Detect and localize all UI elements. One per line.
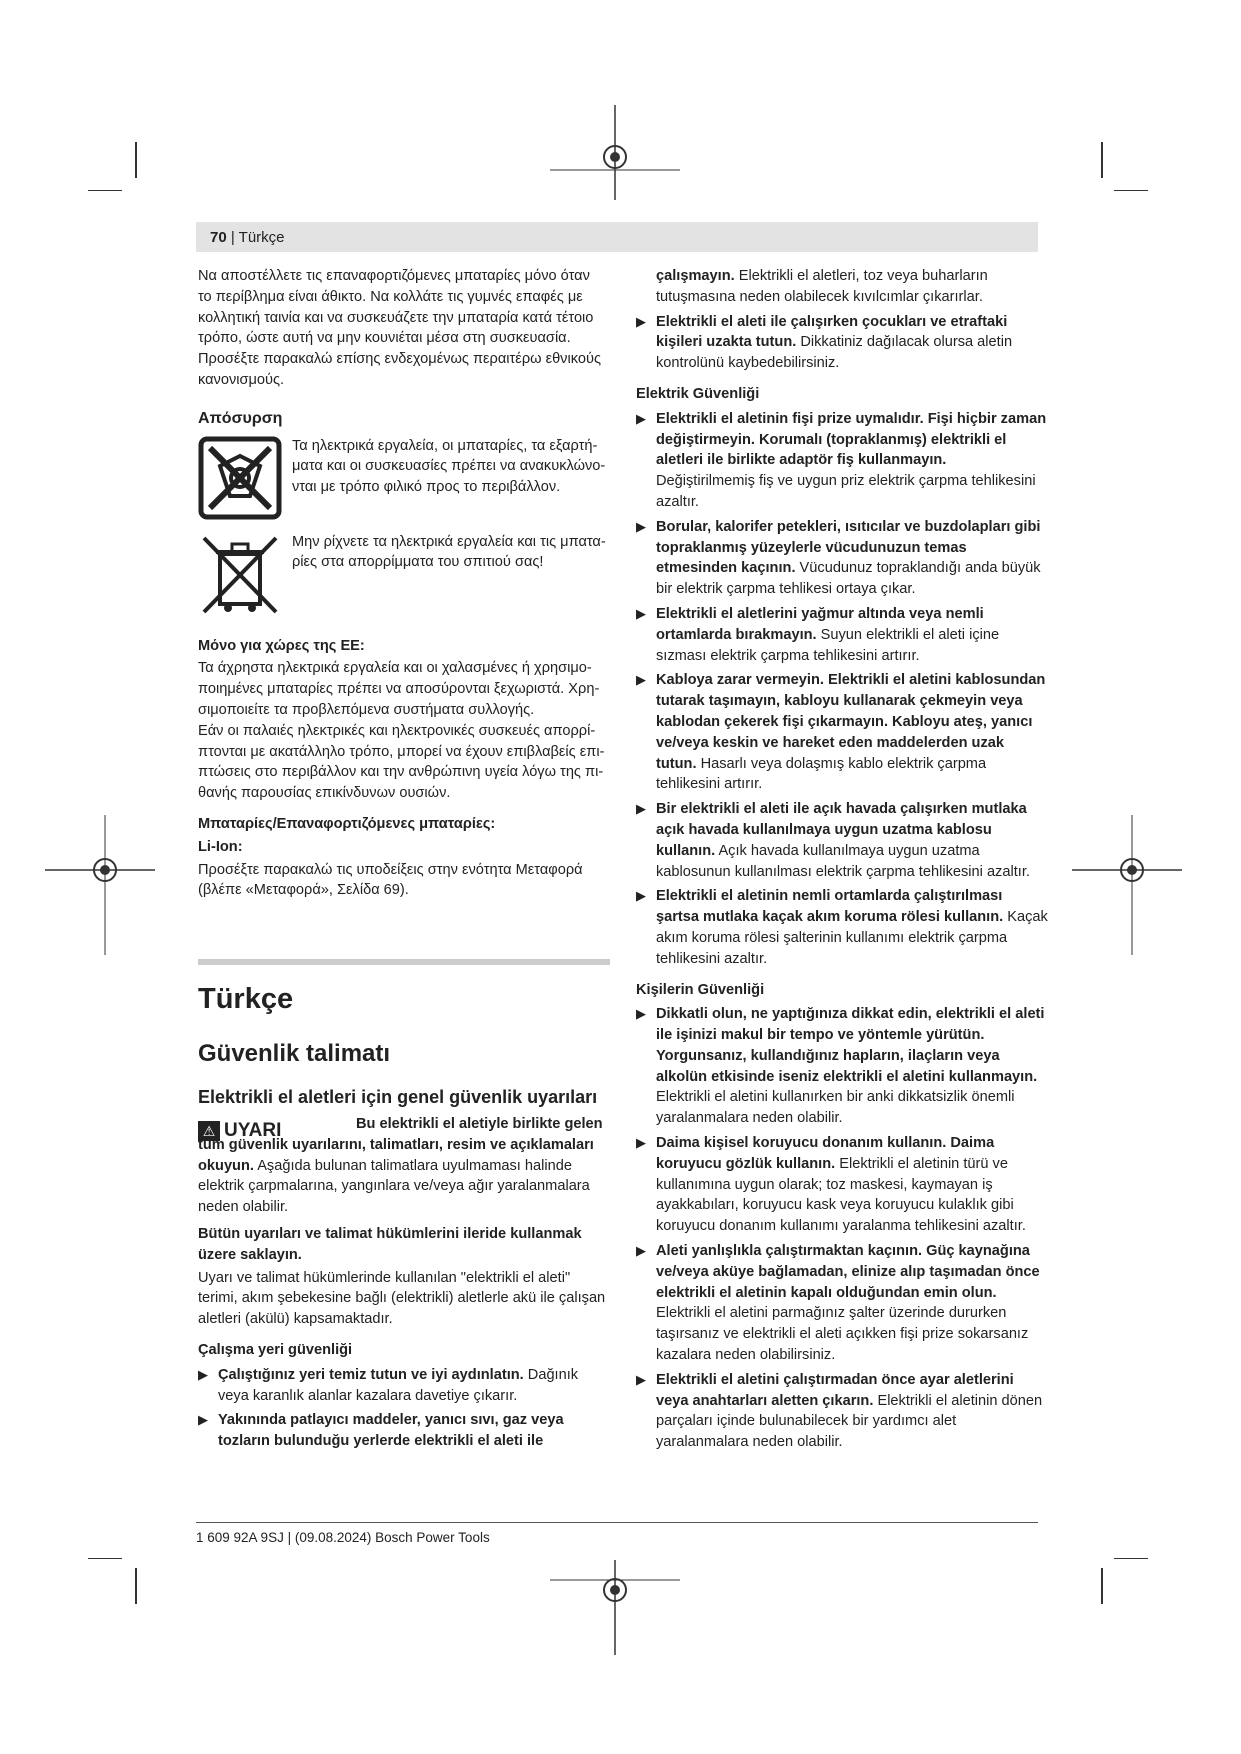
list-item: [636, 1004, 1048, 1129]
section-title: Türkçe: [198, 983, 294, 1016]
disposal-row: [198, 532, 610, 616]
list-item-bold: Daima kişisel koruyucu donanım kullanın. Daima koruyucu gözlük kullanın.: [656, 1135, 995, 1172]
term-text: Uyarı ve talimat hükümlerinde kullanılan "elektrikli el aleti" terimi, akım şebekesine bağlı (elektrikli) aletlerle akü ile çalışan aletleri (akülü) kapsamaktadır.: [198, 1269, 606, 1328]
safety-title: Güvenlik talimatı: [198, 1040, 391, 1068]
list-item-bold: Dikkatli olun, ne yaptığınıza dikkat edin, elektrikli el aleti ile işinizi makul bir tempo ve yöntemle yürütün. Yorgunsanız, kullandığınız hapların, ilaçların veya alkolün etkisinde iseniz elektrikli el aletini kullanmayın.: [656, 1006, 1045, 1085]
list-item-text: Elektrikli el aletinin türü ve kullanımına uygun olarak; toz maskesi, kaymayan iş ayakkabıları, koruyucu kask veya koruyucu kulaklık gibi koruyucu donanım kullanımı yaralanma tehlikesini azaltır.: [656, 1155, 1026, 1235]
triangle-right-icon: ▶: [198, 1366, 208, 1382]
list-item: [198, 1410, 610, 1452]
list-item-text: Açık havada kullanılmaya uygun uzatma kablosunun kullanılması elektrik çarpma tehlikesini azaltır.: [656, 842, 1030, 880]
triangle-right-icon: ▶: [636, 1006, 646, 1022]
intro-line: το περίβλημα είναι άθικτο. Να κολλάτε τις γυμνές επαφές με: [198, 288, 583, 305]
intro-line: τρόπο, ώστε αυτή να μην κουνιέται μέσα στη συσκευασία.: [198, 330, 571, 347]
triangle-right-icon: ▶: [636, 1243, 646, 1259]
eu-heading: Μόνο για χώρες της ΕΕ:: [198, 637, 365, 654]
intro-line: Να αποστέλλετε τις επαναφορτιζόμενες μπαταρίες μόνο όταν: [198, 268, 590, 284]
crop-mark: [1114, 1558, 1148, 1559]
crop-mark: [135, 1568, 137, 1604]
list-item-text: Elektrikli el aletinin dönen parçaları içinde bulunabilecek bir yardımcı alet yaralanmalara neden olabilir.: [656, 1392, 1043, 1451]
list-item-text: Değiştirilmemiş fiş ve uygun priz elektrik çarpma tehlikesini azaltır.: [656, 473, 1036, 510]
list-item-bold: Kabloya zarar vermeyin. Elektrikli el aletini kablosundan tutarak taşımayın, kabloyu kullanarak çekmeyin veya kablodan çekerek fişi çıkarmayın. Kabloyu ateş, yanıcı ve/veya keskin ve hareket eden maddelerden uzak tutun.: [656, 672, 1046, 772]
list-item-bold: Aleti yanlışlıkla çalıştırmaktan kaçının. Güç kaynağına ve/veya aküye bağlamadan, elinize alıp taşımadan önce elektrikli el aletinin kapalı olduğundan emin olun.: [656, 1243, 1040, 1301]
list-item: [636, 670, 1048, 795]
intro-line: κανονισμούς.: [198, 371, 285, 388]
list-item: [636, 886, 1048, 969]
list-item-text: Vücudunuz topraklandığı anda büyük bir elektrik çarpma tehlikesi ortaya çıkar.: [656, 560, 1041, 598]
battery-heading: Μπαταρίες/Επαναφορτιζόμενες μπαταρίες:: [198, 815, 496, 832]
list-item-text: Elektrikli el aletini kullanırken bir anki dikkatsizlik önemli yaralanmalara neden olabilir.: [656, 1089, 1015, 1127]
no-recycle-icon: [198, 436, 282, 520]
keep-instructions: Bütün uyarıları ve talimat hükümlerini ileride kullanmak üzere saklayın.: [198, 1225, 582, 1263]
crop-mark: [135, 142, 137, 178]
eu-text: Τα άχρηστα ηλεκτρικά εργαλεία και οι χαλασμένες ή χρησιμο-ποιημένες μπαταρίες πρέπει να αποσύρονται ξεχωριστά. Χρη-σιμοποιείτε τα προβλεπόμενα συστήματα συλλογής.: [198, 660, 600, 718]
triangle-right-icon: ▶: [636, 1371, 646, 1387]
list-item-bold: Elektrikli el aleti ile çalışırken çocukları ve etraftaki kişileri uzakta tutun.: [656, 313, 1008, 351]
crop-mark: [88, 190, 122, 191]
triangle-right-icon: ▶: [636, 518, 646, 534]
disposal-text: Μην ρίχνετε τα ηλεκτρικά εργαλεία και τις μπατα-ρίες στα απορρίμματα του σπιτιού σας!: [292, 533, 606, 571]
warning-text: Aşağıda bulunan talimatlara uyulmaması halinde elektrik çarpmalarına, yangınlara ve/veya ağır yaralanmalara neden olabilir.: [198, 1157, 590, 1216]
triangle-right-icon: ▶: [636, 801, 646, 817]
crossed-bin-icon: [198, 532, 282, 616]
list-item: [636, 1241, 1048, 1366]
electric-safety-heading: Elektrik Güvenliği: [636, 385, 760, 402]
list-item: [636, 604, 1048, 666]
triangle-right-icon: ▶: [636, 410, 646, 426]
list-item-bold: Elektrikli el aletinin fişi prize uymalıdır. Fişi hiçbir zaman değiştirmeyin. Korumalı (topraklanmış) elektrikli el aletleri ile birlikte adaptör fiş kullanmayın.: [656, 410, 1047, 469]
liion-text: Προσέξτε παρακαλώ τις υποδείξεις στην ενότητα Μεταφορά (βλέπε «Μεταφορά», Σελίδα 69).: [198, 861, 583, 899]
triangle-right-icon: ▶: [198, 1412, 208, 1428]
list-item-bold: Borular, kalorifer petekleri, ısıtıcılar ve buzdolapları gibi topraklanmış yüzeylerle vücudunuzun temas etmesinden kaçının.: [656, 518, 1041, 577]
list-item: [636, 409, 1048, 513]
list-item-text: Dikkatiniz dağılacak olursa aletin kontrolünü kaybedebilirsiniz.: [656, 334, 1013, 372]
list-item: [636, 799, 1048, 882]
list-item: [636, 312, 1048, 374]
page-number: 70: [210, 229, 227, 246]
disposal-text: Τα ηλεκτρικά εργαλεία, οι μπαταρίες, τα εξαρτή-ματα και οι συσκευασίες πρέπει να ανακυκλώνο-νται με τρόπο φιλικό προς το περιβάλλον.: [292, 437, 606, 496]
list-item-continued: [636, 266, 1048, 308]
list-item-bold: Çalıştığınız yeri temiz tutun ve iyi aydınlatın.: [218, 1366, 524, 1383]
warning-paragraph: [198, 1114, 610, 1218]
crop-mark: [88, 1558, 122, 1559]
disposal-row: [198, 436, 610, 520]
footer-rule: [196, 1522, 1038, 1523]
crop-mark: [1114, 190, 1148, 191]
list-item: [198, 1365, 610, 1407]
disposal-heading: Απόσυρση: [198, 409, 283, 427]
liion-heading: Li-Ion:: [198, 838, 243, 855]
section-separator: [198, 959, 610, 965]
list-item-text: Elektrikli el aletini parmağınız şalter üzerinde dururken taşırsanız ve elektrikli el aleti açıkken fişi prize sokarsanız kazalara neden olabilirsiniz.: [656, 1305, 1029, 1364]
header-separator: |: [230, 229, 235, 246]
triangle-right-icon: ▶: [636, 672, 646, 688]
list-item-text: Dağınık veya karanlık alanlar kazalara davetiye çıkarır.: [218, 1366, 579, 1404]
crop-mark: [1101, 1568, 1103, 1604]
list-item-bold: Elektrikli el aletlerini yağmur altında veya nemli ortamlarda bırakmayın.: [656, 605, 984, 643]
list-item-bold: Yakınında patlayıcı maddeler, yanıcı sıvı, gaz veya tozların bulunduğu yerlerde elektrikli el aleti ile: [218, 1412, 564, 1450]
warning-bold: Bu elektrikli el aletiyle birlikte gelen tüm güvenlik uyarılarını, talimatları, resim ve açıklamaları okuyun.: [198, 1115, 603, 1174]
right-column: [636, 266, 1048, 1453]
list-item: [636, 1133, 1048, 1237]
list-item-bold: Elektrikli el aletinin nemli ortamlarda çalıştırılması şartsa mutlaka kaçak akım koruma rölesi kullanın.: [656, 888, 1004, 926]
triangle-right-icon: ▶: [636, 313, 646, 329]
registration-mark-icon: [1072, 815, 1192, 955]
left-column: [198, 266, 610, 1452]
list-item-bold: Elektrikli el aletini çalıştırmadan önce ayar aletlerini veya anahtarları aletten çıkarın.: [656, 1371, 1014, 1409]
list-item: [636, 517, 1048, 600]
triangle-right-icon: ▶: [636, 888, 646, 904]
registration-mark-icon: [550, 105, 680, 215]
list-item-text: Suyun elektrikli el aleti içine sızması elektrik çarpma tehlikesini artırır.: [656, 626, 1000, 664]
page-header-bar: [196, 222, 1038, 252]
eu-text: Εάν οι παλαιές ηλεκτρικές και ηλεκτρονικές συσκευές απορρί-πτονται με ακατάλληλο τρόπο, μπορεί να έχουν επιβλαβείς επι-πτώσεις στο περιβάλλον και την ανθρώπινη υγεία λόγω της πι-θανής παρουσίας επικίνδυνων ουσιών.: [198, 722, 605, 802]
registration-mark-icon: [550, 1550, 680, 1660]
list-item: [636, 1370, 1048, 1453]
list-item-text: Kaçak akım koruma rölesi şalterinin kullanımı elektrik çarpma tehlikesini azaltır.: [656, 909, 1048, 967]
list-item-text: Hasarlı veya dolaşmış kablo elektrik çarpma tehlikesini artırır.: [656, 755, 987, 793]
intro-line: κολλητική ταινία και να συσκευάζετε την μπαταρία κατά τέτοιο: [198, 309, 594, 326]
personal-safety-heading: Kişilerin Güvenliği: [636, 981, 765, 998]
list-item-text: Elektrikli el aletleri, toz veya buharların tutuşmasına neden olabilecek kıvılcımlar çıkarırlar.: [656, 268, 988, 305]
list-item-bold: çalışmayın.: [656, 268, 735, 284]
intro-line: Προσέξτε παρακαλώ επίσης ενδεχομένως περαιτέρω εθνικούς: [198, 351, 601, 368]
work-area-heading: Çalışma yeri güvenliği: [198, 1341, 353, 1358]
triangle-right-icon: ▶: [636, 605, 646, 621]
registration-mark-icon: [45, 815, 155, 955]
header-language: Türkçe: [238, 229, 285, 246]
list-item-bold: Bir elektrikli el aleti ile açık havada çalışırken mutlaka açık havada kullanılmaya uygun uzatma kablosu kullanın.: [656, 801, 1027, 859]
warning-label-text: UYARI: [224, 1120, 282, 1142]
page-header: [210, 229, 285, 246]
general-warnings-title: Elektrikli el aletleri için genel güvenlik uyarıları: [198, 1087, 598, 1108]
crop-mark: [1101, 142, 1103, 178]
warning-triangle-icon: ⚠: [198, 1121, 220, 1141]
page-footer: 1 609 92A 9SJ | (09.08.2024) Bosch Power Tools: [196, 1530, 490, 1545]
triangle-right-icon: ▶: [636, 1135, 646, 1151]
